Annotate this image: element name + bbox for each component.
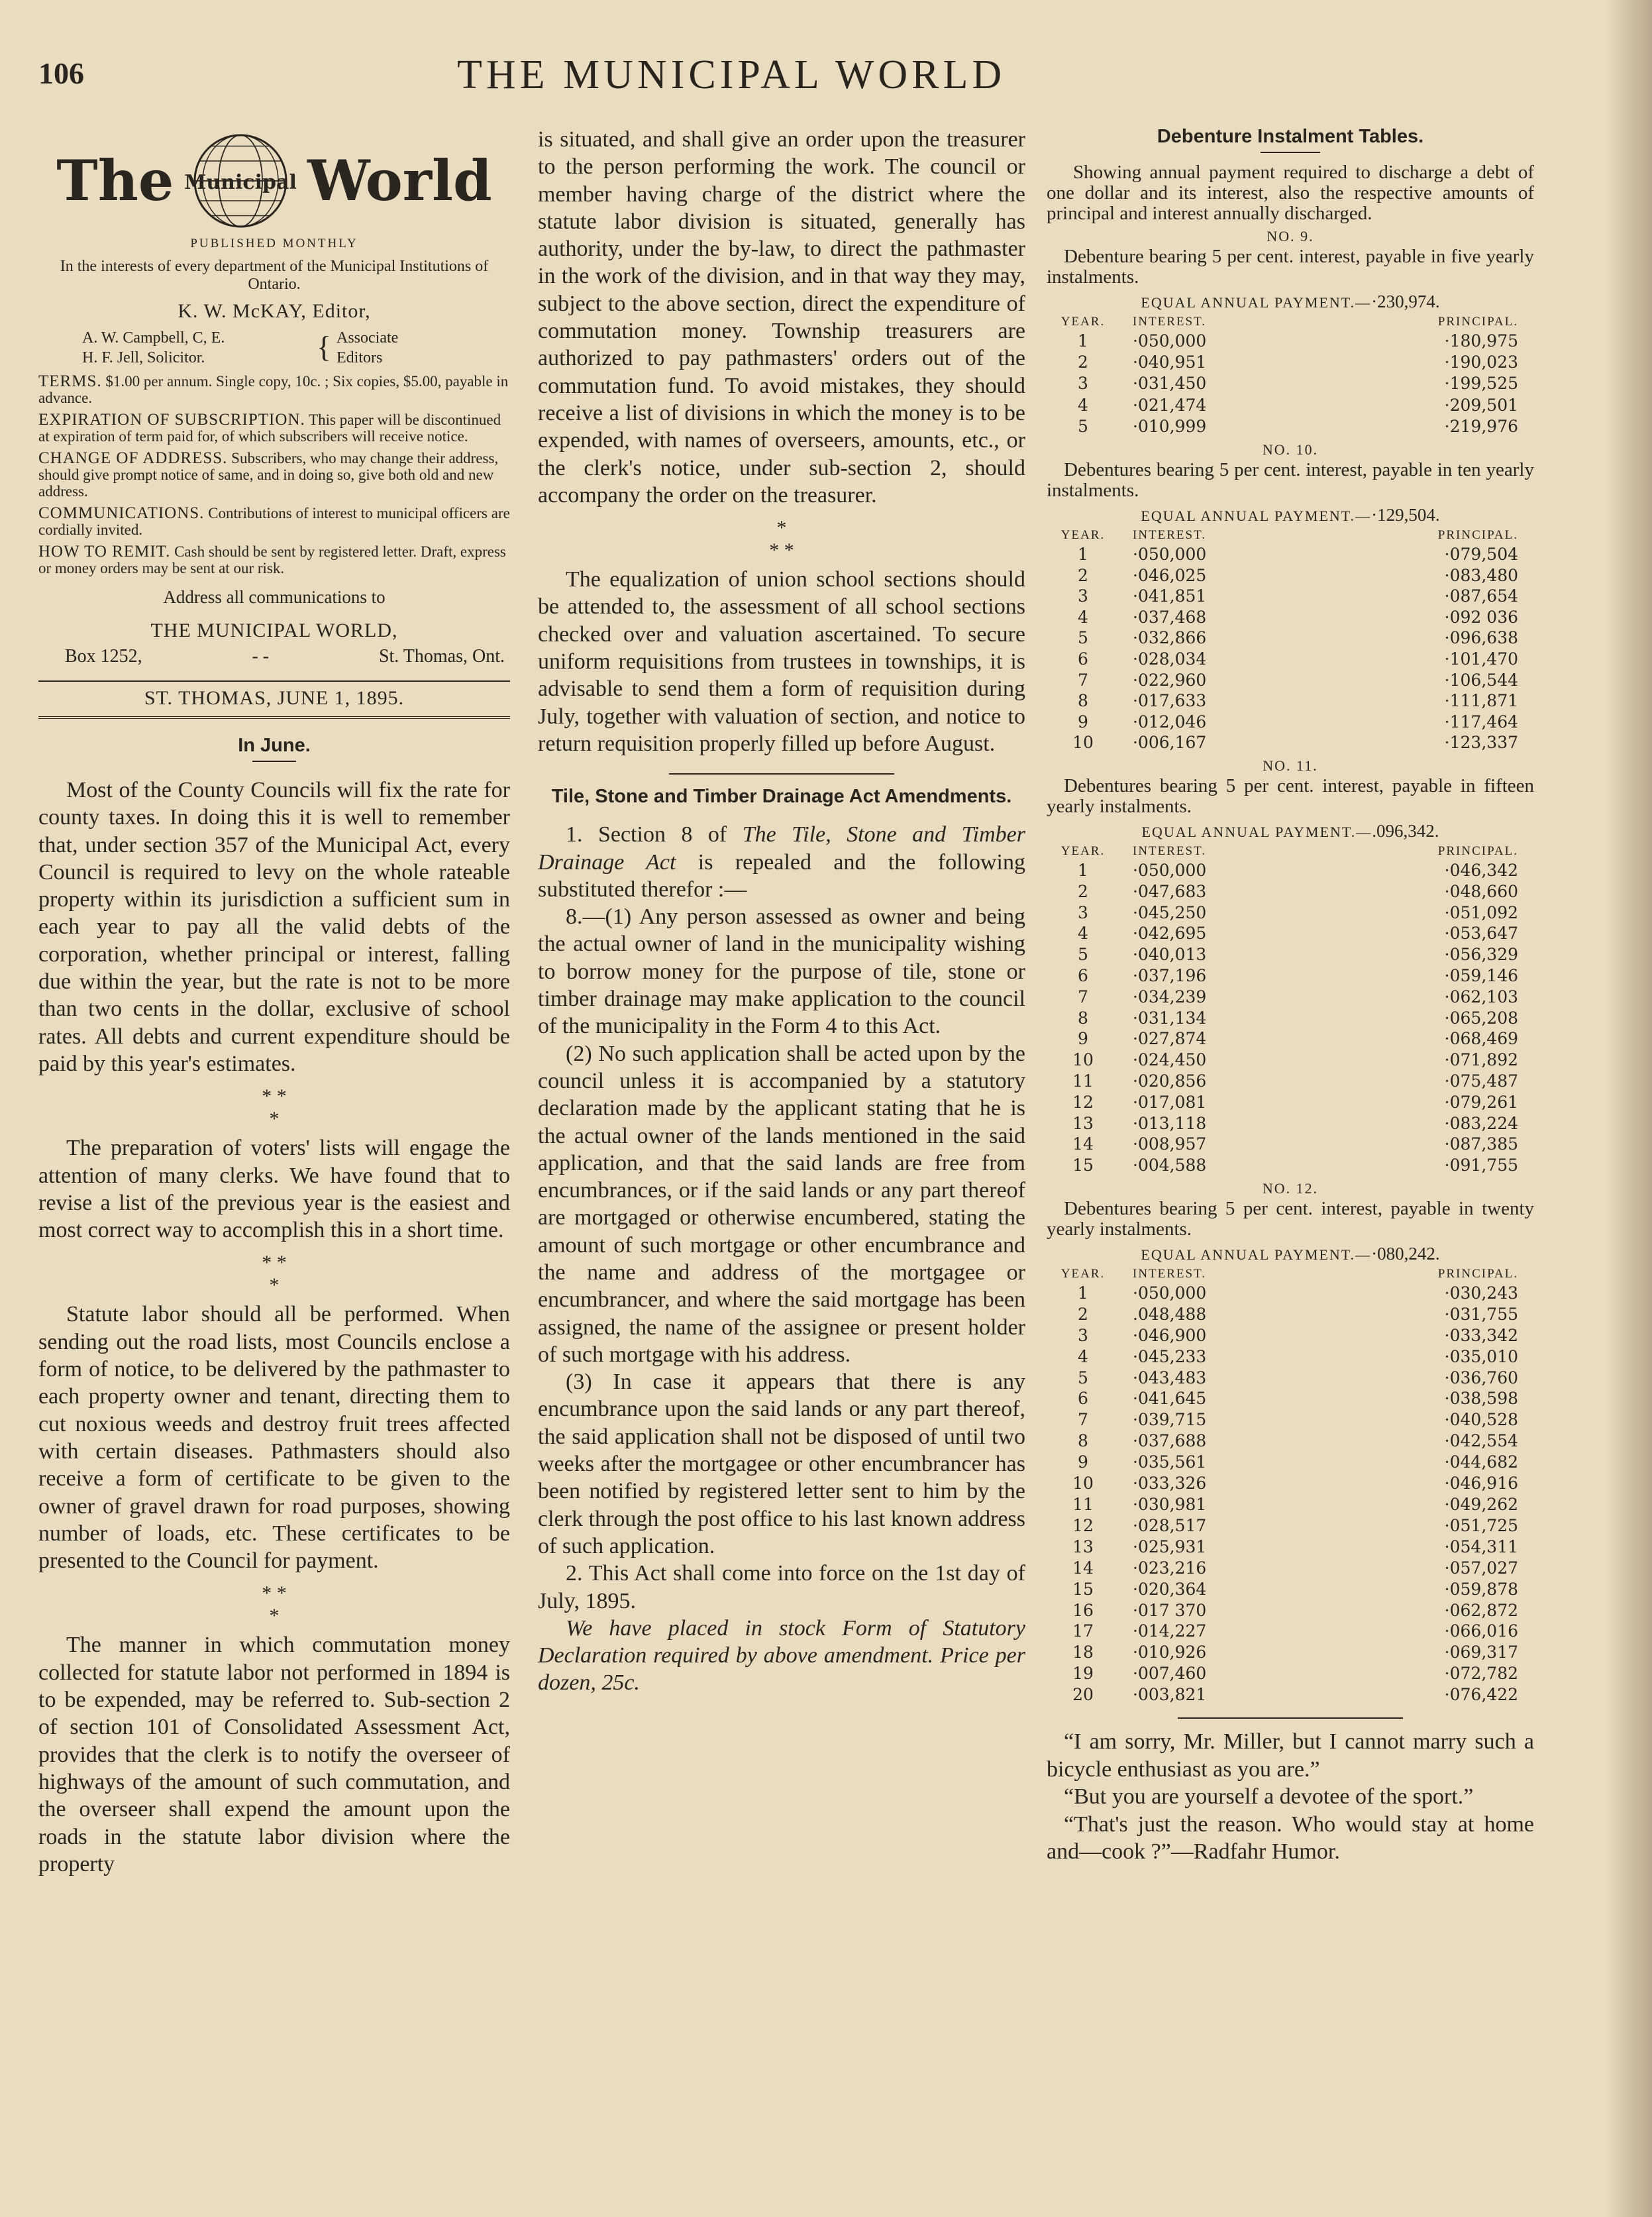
table-row	[1047, 1515, 1534, 1537]
table-row	[1047, 712, 1534, 733]
interest-cell: ·010,926	[1133, 1643, 1207, 1662]
principal-cell: ·190,023	[1444, 352, 1518, 372]
column-header: INTEREST.	[1133, 1266, 1207, 1281]
column-header: YEAR.	[1060, 843, 1106, 858]
svg-text:Municipal: Municipal	[184, 170, 297, 194]
table-row	[1047, 1684, 1534, 1705]
principal-cell: ·087,654	[1444, 586, 1518, 606]
year-cell: 14	[1072, 1134, 1094, 1154]
year-cell: 10	[1072, 733, 1094, 753]
section-rule	[669, 773, 894, 775]
year-cell: 8	[1078, 1008, 1088, 1028]
interest-cell: ·034,239	[1133, 987, 1207, 1006]
column-header: YEAR.	[1060, 528, 1106, 543]
year-cell: 4	[1078, 607, 1088, 627]
year-cell: 17	[1072, 1621, 1094, 1641]
year-cell: 9	[1078, 1029, 1088, 1049]
act-subsection-3: (3) In case it appears that there is any encumbrance upon the said lands or any part thereof, the said application shall not be disposed of until two weeks after the mortgagee or other encumbrancer has been notified by registered letter sent to him by the clerk through the post office to his last known address of such application.	[538, 1370, 1025, 1558]
table-row	[1047, 1283, 1534, 1304]
interest-cell: ·013,118	[1133, 1113, 1207, 1133]
column-header: INTEREST.	[1133, 315, 1207, 329]
table-row	[1047, 690, 1534, 712]
act-subsection-1: 8.—(1) Any person assessed as owner and being the actual owner of land in the municipality wishing to borrow money for the purpose of tile, stone or timber drainage may make application to the council of the municipality in the Form 4 to this Act.	[538, 904, 1025, 1039]
principal-cell: ·065,208	[1444, 1008, 1518, 1028]
interest-cell: ·010,999	[1133, 416, 1207, 436]
notice-expiration: EXPIRATION OF SUBSCRIPTION. This paper will be discontinued at expiration of term paid for, of which subscribers will receive notice.	[38, 411, 501, 445]
debenture-tables-title: Debenture Instalment Tables.	[1157, 126, 1424, 147]
table-row	[1047, 395, 1534, 416]
year-cell: 5	[1078, 1368, 1088, 1387]
paragraph: The manner in which commutation money collected for statute labor not performed in 1894 is to be expended, may be referred to. Sub-section 2 of section 101 of Consolidated Assessment Act, provides that the clerk is to notify the overseer of highways of the amount of such commutation, and the overseer shall expend the amount upon the roads in the statute labor division where the property	[38, 1633, 510, 1876]
column-header: PRINCIPAL.	[1437, 1266, 1518, 1281]
table-row	[1047, 1600, 1534, 1621]
table-row	[1047, 586, 1534, 607]
address-box: Box 1252, - - St. Thomas, Ont.	[65, 646, 505, 667]
table-row	[1047, 881, 1534, 902]
table-row	[1047, 923, 1534, 944]
principal-cell: ·079,261	[1444, 1092, 1518, 1112]
table-row	[1047, 1579, 1534, 1600]
column-header: INTEREST.	[1133, 843, 1207, 858]
principal-cell: ·209,501	[1444, 395, 1518, 415]
address-name: THE MUNICIPAL WORLD,	[150, 620, 398, 641]
table-row	[1047, 1558, 1534, 1579]
interest-cell: ·028,034	[1133, 649, 1207, 669]
table-row	[1047, 373, 1534, 394]
principal-cell: ·087,385	[1444, 1134, 1518, 1154]
principal-cell: ·072,782	[1444, 1664, 1518, 1684]
logo-word-world: World	[307, 148, 492, 213]
table-row	[1047, 987, 1534, 1008]
principal-cell: ·059,878	[1444, 1579, 1518, 1599]
table-row	[1047, 607, 1534, 628]
associate-editor-1: A. W. Campbell, C, E.	[82, 329, 225, 347]
principal-cell: ·057,027	[1444, 1558, 1518, 1578]
principal-cell: ·044,682	[1444, 1452, 1518, 1472]
year-cell: 1	[1078, 331, 1088, 351]
principal-cell: ·035,010	[1444, 1346, 1518, 1366]
year-cell: 14	[1072, 1558, 1094, 1578]
table-row	[1047, 860, 1534, 881]
table-row	[1047, 416, 1534, 437]
table-row	[1047, 1008, 1534, 1029]
year-cell: 7	[1078, 670, 1088, 690]
year-cell: 19	[1072, 1664, 1094, 1684]
principal-cell: ·042,554	[1444, 1431, 1518, 1451]
page-edge-shadow	[1606, 0, 1652, 2217]
column-header: PRINCIPAL.	[1437, 315, 1518, 329]
table-row	[1047, 1473, 1534, 1494]
principal-cell: ·117,464	[1444, 712, 1518, 731]
logo-word-the: The	[56, 148, 174, 213]
table-row	[1047, 1368, 1534, 1389]
year-cell: 9	[1078, 712, 1088, 731]
year-cell: 6	[1078, 649, 1088, 669]
year-cell: 1	[1078, 1283, 1088, 1303]
principal-cell: ·036,760	[1444, 1368, 1518, 1387]
principal-cell: ·083,224	[1444, 1113, 1518, 1133]
table-row	[1047, 565, 1534, 586]
table-header	[1047, 844, 1534, 859]
interest-cell: ·032,866	[1133, 628, 1207, 648]
year-cell: 2	[1078, 1304, 1088, 1324]
year-cell: 20	[1072, 1685, 1094, 1705]
interest-cell: ·037,196	[1133, 965, 1207, 985]
principal-cell: ·059,146	[1444, 965, 1518, 985]
table-row	[1047, 1071, 1534, 1092]
year-cell: 5	[1078, 628, 1088, 648]
principal-cell: ·046,916	[1444, 1474, 1518, 1493]
notice-terms: TERMS. $1.00 per annum. Single copy, 10c. ; Six copies, $5.00, payable in advance.	[38, 372, 509, 406]
table-row	[1047, 1537, 1534, 1558]
principal-cell: ·101,470	[1444, 649, 1518, 669]
year-cell: 11	[1072, 1071, 1094, 1091]
table-row	[1047, 1155, 1534, 1176]
principal-cell: ·054,311	[1444, 1537, 1518, 1556]
year-cell: 8	[1078, 1431, 1088, 1451]
table-row	[1047, 944, 1534, 965]
column-header: INTEREST.	[1133, 528, 1207, 543]
interest-cell: ·022,960	[1133, 670, 1207, 690]
principal-cell: ·092 036	[1444, 607, 1518, 627]
year-cell: 12	[1072, 1092, 1094, 1112]
asterism: * * *	[262, 1085, 287, 1130]
year-cell: 6	[1078, 1389, 1088, 1409]
interest-cell: ·050,000	[1133, 331, 1207, 351]
masthead-logo	[38, 126, 510, 235]
short-rule	[252, 761, 296, 762]
interest-cell: ·045,250	[1133, 902, 1207, 922]
equal-annual-payment: EQUAL ANNUAL PAYMENT.—·129,504.	[1141, 505, 1440, 525]
paragraph: Statute labor should all be performed. When sending out the road lists, most Councils enclose a form of notice, to be delivered by the pathmaster to each property owner and tenant, directing them to cut noxious weeds and destroy fruit trees affected with certain diseases. Pathmasters should also receive a form of certificate to be given to the owner of gravel drawn for road purposes, showing number of loads, etc. These certificates to be presented to the Council for payment.	[38, 1302, 510, 1574]
associate-role-1: Associate	[336, 329, 399, 347]
table-row	[1047, 732, 1534, 753]
asterism: * * *	[262, 1252, 287, 1297]
year-cell: 8	[1078, 691, 1088, 711]
interest-cell: ·024,450	[1133, 1050, 1207, 1070]
table-number: NO. 11.	[1263, 757, 1318, 774]
act-heading: Tile, Stone and Timber Drainage Act Amendments.	[551, 786, 1012, 808]
year-cell: 16	[1072, 1600, 1094, 1620]
interest-cell: ·031,134	[1133, 1008, 1207, 1028]
table-description: Debenture bearing 5 per cent. interest, payable in five yearly instalments.	[1047, 246, 1534, 288]
year-cell: 1	[1078, 545, 1088, 565]
principal-cell: ·076,422	[1444, 1685, 1518, 1705]
table-row	[1047, 1409, 1534, 1431]
table-row	[1047, 1431, 1534, 1452]
principal-cell: ·051,725	[1444, 1515, 1518, 1535]
table-header	[1047, 315, 1534, 329]
debenture-table	[1047, 228, 1534, 437]
table-row	[1047, 352, 1534, 373]
year-cell: 13	[1072, 1113, 1094, 1133]
joke-line: “That's just the reason. Who would stay at home and—cook ?”—Radfahr Humor.	[1047, 1811, 1534, 1865]
principal-cell: ·062,103	[1444, 987, 1518, 1006]
interest-cell: ·017 370	[1133, 1600, 1207, 1620]
principal-cell: ·030,243	[1444, 1283, 1518, 1303]
table-row	[1047, 1388, 1534, 1409]
notice-communications: COMMUNICATIONS. Contributions of interest to municipal officers are cordially invited.	[38, 504, 510, 538]
principal-cell: ·199,525	[1444, 374, 1518, 394]
dateline: ST. THOMAS, JUNE 1, 1895.	[38, 680, 510, 719]
interest-cell: ·006,167	[1133, 733, 1207, 753]
interest-cell: ·042,695	[1133, 924, 1207, 944]
principal-cell: ·066,016	[1444, 1621, 1518, 1641]
table-row	[1047, 627, 1534, 649]
in-june-article	[38, 777, 510, 1878]
table-row	[1047, 1028, 1534, 1050]
equal-annual-payment: EQUAL ANNUAL PAYMENT.—·230,974.	[1141, 292, 1440, 311]
column-header: YEAR.	[1060, 315, 1106, 329]
principal-cell: ·049,262	[1444, 1494, 1518, 1514]
interest-cell: ·040,013	[1133, 945, 1207, 965]
interest-cell: ·035,561	[1133, 1452, 1207, 1472]
principal-cell: ·071,892	[1444, 1050, 1518, 1070]
table-row	[1047, 1663, 1534, 1684]
principal-cell: ·069,317	[1444, 1643, 1518, 1662]
interest-cell: ·041,851	[1133, 586, 1207, 606]
interest-cell: ·020,856	[1133, 1071, 1207, 1091]
interest-cell: ·017,633	[1133, 691, 1207, 711]
table-row	[1047, 649, 1534, 670]
published-monthly: PUBLISHED MONTHLY	[190, 237, 358, 250]
interest-cell: ·039,715	[1133, 1410, 1207, 1430]
principal-cell: ·051,092	[1444, 902, 1518, 922]
year-cell: 5	[1078, 416, 1088, 436]
table-header	[1047, 528, 1534, 543]
year-cell: 1	[1078, 860, 1088, 880]
table-row	[1047, 1092, 1534, 1113]
debenture-table	[1047, 441, 1534, 753]
interest-cell: ·046,900	[1133, 1325, 1207, 1345]
debenture-table	[1047, 1180, 1534, 1705]
principal-cell: ·062,872	[1444, 1600, 1518, 1620]
year-cell: 3	[1078, 902, 1088, 922]
debenture-tables	[1047, 228, 1534, 1705]
form-notice: We have placed in stock Form of Statutory Declaration required by above amendment. Price per dozen, 25c.	[538, 1615, 1025, 1696]
notice-remit: HOW TO REMIT. Cash should be sent by registered letter. Draft, express or money orders may be sent at our risk.	[38, 543, 506, 576]
table-row	[1047, 1621, 1534, 1642]
joke-line: “I am sorry, Mr. Miller, but I cannot marry such a bicycle enthusiast as you are.”	[1047, 1729, 1534, 1782]
interest-cell: ·014,227	[1133, 1621, 1207, 1641]
principal-cell: ·031,755	[1444, 1304, 1518, 1324]
table-description: Debentures bearing 5 per cent. interest, payable in fifteen yearly instalments.	[1047, 775, 1534, 817]
principal-cell: ·075,487	[1444, 1071, 1518, 1091]
year-cell: 15	[1072, 1156, 1094, 1175]
masthead-interest: In the interests of every department of the Municipal Institutions of Ontario.	[60, 258, 489, 293]
interest-cell: ·031,450	[1133, 374, 1207, 394]
page-number: 106	[38, 56, 84, 90]
interest-cell: ·050,000	[1133, 1283, 1207, 1303]
year-cell: 6	[1078, 965, 1088, 985]
year-cell: 9	[1078, 1452, 1088, 1472]
act-section-2: 2. This Act shall come into force on the 1st day of July, 1895.	[538, 1561, 1025, 1613]
column-right	[1047, 126, 1534, 1866]
interest-cell: ·045,233	[1133, 1346, 1207, 1366]
year-cell: 3	[1078, 586, 1088, 606]
running-head: THE MUNICIPAL WORLD	[457, 52, 1006, 97]
section-heading-in-june: In June.	[238, 735, 311, 756]
year-cell: 10	[1072, 1050, 1094, 1070]
year-cell: 4	[1078, 395, 1088, 415]
associate-editor-2: H. F. Jell, Solicitor.	[82, 349, 205, 366]
principal-cell: ·040,528	[1444, 1410, 1518, 1430]
year-cell: 18	[1072, 1643, 1094, 1662]
year-cell: 15	[1072, 1579, 1094, 1599]
principal-cell: ·091,755	[1444, 1156, 1518, 1175]
act-subsection-2: (2) No such application shall be acted upon by the council unless it is accompanied by a statutory declaration made by the applicant stating that he is the actual owner of the lands mentioned in the said application, and that the said lands are free from encumbrances, or if the said lands or any part thereof are mortgaged or otherwise encumbered, stating the amount of such mortgage or other encumbrance and the name and address of the mortgagee or encumbrancer, and where the said mortgage has been assigned, the name of the assignee or present holder of such mortgage with his address.	[538, 1041, 1025, 1367]
interest-cell: ·027,874	[1133, 1029, 1207, 1049]
paragraph: Most of the County Councils will fix the rate for county taxes. In doing this it is well to remember that, under section 357 of the Municipal Act, every Council is required to levy on the whole rateable property within its jurisdiction a sufficient sum in each year to pay all the valid debts of the corporation, whether principal or interest, falling due within the year, but the rate is not to be more than two cents in the dollar, exclusive of school rates. All debts and current expenditure should be paid by this year's estimates.	[38, 778, 510, 1076]
principal-cell: ·096,638	[1444, 628, 1518, 648]
interest-cell: ·033,326	[1133, 1474, 1207, 1493]
table-number: NO. 12.	[1262, 1179, 1319, 1197]
joke-line: “But you are yourself a devotee of the sport.”	[1064, 1784, 1474, 1810]
table-row	[1047, 1050, 1534, 1071]
table-row	[1047, 1325, 1534, 1346]
interest-cell: ·020,364	[1133, 1579, 1207, 1599]
table-row	[1047, 1346, 1534, 1368]
interest-cell: ·021,474	[1133, 395, 1207, 415]
principal-cell: ·079,504	[1444, 545, 1518, 565]
table-description: Debentures bearing 5 per cent. interest, payable in ten yearly instalments.	[1047, 459, 1534, 502]
interest-cell: ·050,000	[1133, 860, 1207, 880]
act-section-1: 1. Section 8 of The Tile, Stone and Timber Drainage Act is repealed and the following substituted therefor :—	[538, 822, 1025, 902]
address-line: Address all communications to	[163, 587, 386, 607]
principal-cell: ·068,469	[1444, 1029, 1518, 1049]
year-cell: 7	[1078, 1410, 1088, 1430]
interest-cell: ·047,683	[1133, 881, 1207, 901]
column-header: PRINCIPAL.	[1437, 528, 1518, 543]
table-row	[1047, 1494, 1534, 1515]
column-middle	[538, 126, 1025, 1697]
table-row	[1047, 544, 1534, 565]
associate-role-2: Editors	[336, 349, 383, 366]
debenture-table	[1047, 757, 1534, 1176]
table-row	[1047, 331, 1534, 352]
interest-cell: ·050,000	[1133, 545, 1207, 565]
interest-cell: ·012,046	[1133, 712, 1207, 731]
paragraph: The preparation of voters' lists will engage the attention of many clerks. We have found that to revise a list of the previous year is the easiest and most correct way to accomplish this in a short time.	[38, 1136, 510, 1243]
principal-cell: ·053,647	[1444, 924, 1518, 944]
table-row	[1047, 902, 1534, 924]
table-row	[1047, 670, 1534, 691]
notice-change-address: CHANGE OF ADDRESS. Subscribers, who may change their address, should give prompt notice of same, and in doing so, give both old and new address.	[38, 449, 499, 500]
table-row	[1047, 1134, 1534, 1155]
year-cell: 2	[1078, 881, 1088, 901]
asterism: * * *	[262, 1582, 287, 1627]
interest-cell: ·037,688	[1133, 1431, 1207, 1451]
interest-cell: ·004,588	[1133, 1156, 1207, 1175]
principal-cell: ·033,342	[1444, 1325, 1518, 1345]
interest-cell: ·028,517	[1133, 1515, 1207, 1535]
table-row	[1047, 1304, 1534, 1325]
masthead-editor: K. W. McKAY, Editor,	[178, 300, 371, 322]
equal-annual-payment: EQUAL ANNUAL PAYMENT.—·080,242.	[1141, 1243, 1440, 1264]
principal-cell: ·083,480	[1444, 565, 1518, 585]
short-rule	[1261, 152, 1320, 153]
interest-cell: ·023,216	[1133, 1558, 1207, 1578]
year-cell: 12	[1072, 1515, 1094, 1535]
table-row	[1047, 1452, 1534, 1473]
globe-icon	[184, 131, 297, 231]
principal-cell: ·180,975	[1444, 331, 1518, 351]
column-header: PRINCIPAL.	[1437, 843, 1518, 858]
interest-cell: .048,488	[1133, 1304, 1207, 1324]
equalization-paragraph: The equalization of union school sections should be attended to, the assessment of all school sections checked over and valuation ascertained. To secure uniform requisitions from trustees in townships, it is advisable to send them a form of requisition during July, together with valuation of section, and notice to return requisition properly filled up before August.	[538, 567, 1025, 756]
interest-cell: ·040,951	[1133, 352, 1207, 372]
interest-cell: ·008,957	[1133, 1134, 1207, 1154]
interest-cell: ·017,081	[1133, 1092, 1207, 1112]
year-cell: 11	[1072, 1494, 1094, 1514]
table-row	[1047, 965, 1534, 987]
table-description: Debentures bearing 5 per cent. interest, payable in twenty yearly instalments.	[1047, 1197, 1534, 1240]
section-rule	[1178, 1717, 1403, 1719]
asterism: * * *	[769, 517, 794, 562]
year-cell: 3	[1078, 1325, 1088, 1345]
debenture-intro: Showing annual payment required to discharge a debt of one dollar and its interest, also the respective amounts of principal and interest annually discharged.	[1047, 162, 1534, 224]
principal-cell: ·106,544	[1444, 670, 1518, 690]
year-cell: 13	[1072, 1537, 1094, 1556]
year-cell: 4	[1078, 924, 1088, 944]
interest-cell: ·007,460	[1133, 1664, 1207, 1684]
principal-cell: ·219,976	[1444, 416, 1518, 436]
year-cell: 4	[1078, 1346, 1088, 1366]
middle-article	[538, 126, 1025, 757]
table-header	[1047, 1267, 1534, 1281]
brace: {	[317, 330, 332, 364]
principal-cell: ·046,342	[1444, 860, 1518, 880]
interest-cell: ·025,931	[1133, 1537, 1207, 1556]
interest-cell: ·043,483	[1133, 1368, 1207, 1387]
table-row	[1047, 1113, 1534, 1134]
interest-cell: ·037,468	[1133, 607, 1207, 627]
year-cell: 2	[1078, 352, 1088, 372]
table-number: NO. 10.	[1262, 441, 1319, 459]
principal-cell: ·038,598	[1444, 1389, 1518, 1409]
continuation-paragraph: is situated, and shall give an order upon the treasurer to the person performing the work. The council or member having charge of the district where the statute labor division is situated, generally has authority, under the by-law, to direct the pathmaster in the work of the division, and in that way they may, subject to the above section, direct the expenditure of commutation money. Township treasurers are authorized to pay pathmasters' orders out of the commutation fund. To avoid mistakes, they should receive a list of divisions in which the money is to be expended, with names of overseers, amounts, etc., or the clerk's notice, under sub-section 2, should accompany the order on the treasurer.	[538, 127, 1025, 508]
act-text	[538, 821, 1025, 1697]
joke	[1047, 1728, 1534, 1866]
table-row	[1047, 1642, 1534, 1663]
column-left	[38, 126, 510, 1878]
column-header: YEAR.	[1060, 1266, 1106, 1281]
principal-cell: ·056,329	[1444, 945, 1518, 965]
interest-cell: ·041,645	[1133, 1389, 1207, 1409]
year-cell: 3	[1078, 374, 1088, 394]
year-cell: 7	[1078, 987, 1088, 1006]
table-number: NO. 9.	[1266, 228, 1314, 244]
year-cell: 10	[1072, 1474, 1094, 1493]
principal-cell: ·111,871	[1444, 691, 1518, 711]
principal-cell: ·048,660	[1444, 881, 1518, 901]
interest-cell: ·030,981	[1133, 1494, 1207, 1514]
principal-cell: ·123,337	[1444, 733, 1518, 753]
associate-editors	[38, 328, 510, 368]
year-cell: 5	[1078, 945, 1088, 965]
interest-cell: ·046,025	[1133, 565, 1207, 585]
interest-cell: ·003,821	[1133, 1685, 1207, 1705]
equal-annual-payment: EQUAL ANNUAL PAYMENT.—.096,342.	[1141, 820, 1439, 841]
year-cell: 2	[1078, 565, 1088, 585]
